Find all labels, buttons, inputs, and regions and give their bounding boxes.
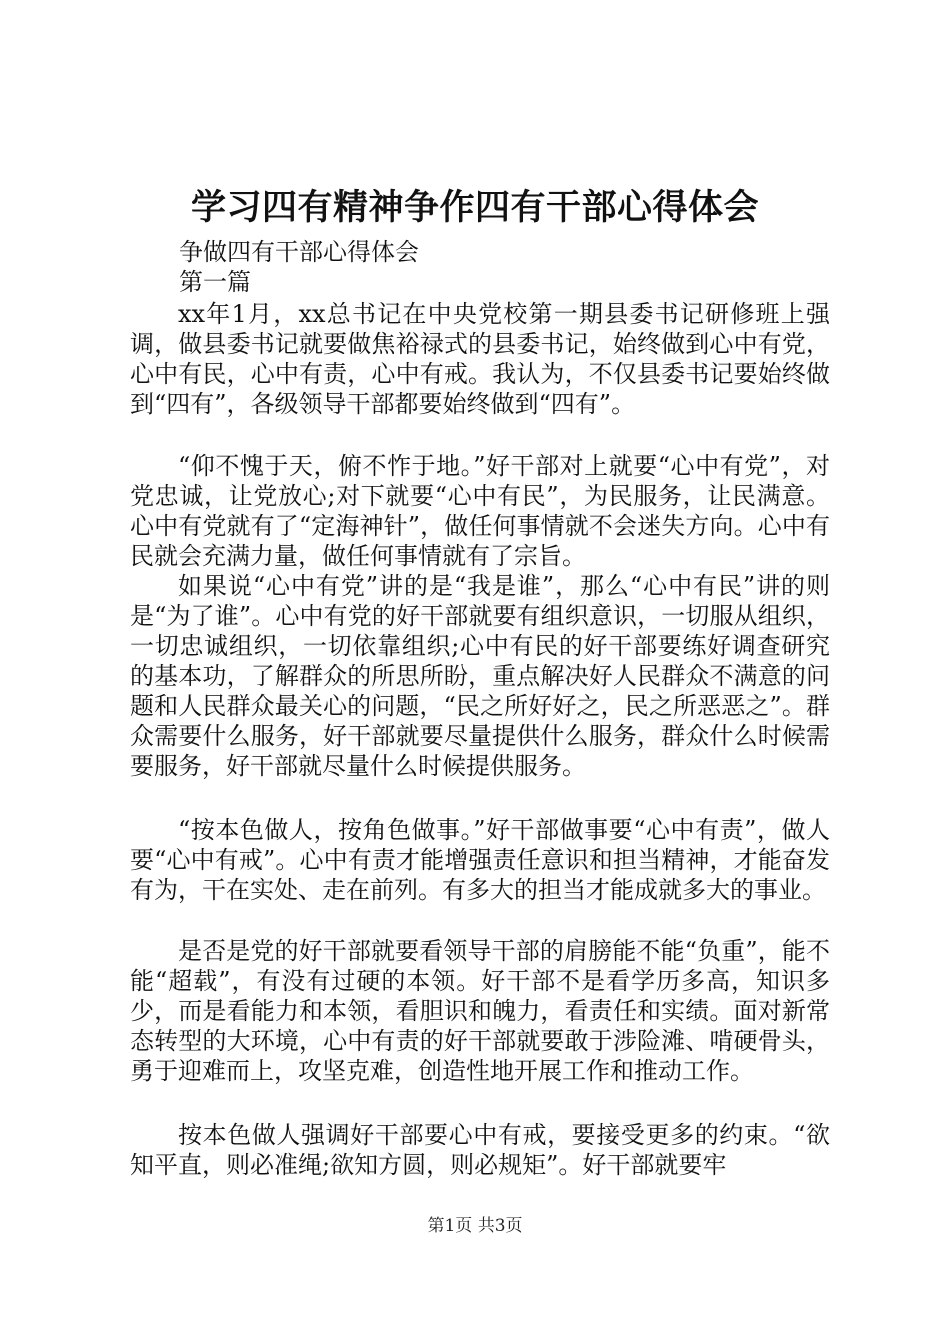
paragraph-3: 如果说“心中有党”讲的是“我是谁”，那么“心中有民”讲的则是“为了谁”。心中有党的好干部就要有组织意识，一切服从组织，一切忠诚组织，一切依靠组织;心中有民的好干部要练好调查研究的基本功，了解群众的所思所盼，重点解决好人民群众不满意的问题和人民群众最关心的问题，“民之所好好之，民之所恶恶之”。群众需要什么服务，好干部就要尽量提供什么服务，群众什么时候需要服务，好干部就尽量什么时候提供服务。: [130, 572, 830, 780]
paragraph-4: “按本色做人，按角色做事。”好干部做事要“心中有责”，做人要“心中有戒”。心中有责才能增强责任意识和担当精神，才能奋发有为，干在实处、走在前列。有多大的担当才能成就多大的事业。: [130, 816, 830, 904]
paragraph-2: “仰不愧于天，俯不怍于地。”好干部对上就要“心中有党”，对党忠诚，让党放心;对下就要“心中有民”，为民服务，让民满意。心中有党就有了“定海神针”，做任何事情就不会迷失方向。心中有民就会充满力量，做任何事情就有了宗旨。: [130, 452, 830, 570]
paragraph-5: 是否是党的好干部就要看领导干部的肩膀能不能“负重”，能不能“超载”，有没有过硬的本领。好干部不是看学历多高，知识多少，而是看能力和本领，看胆识和魄力，看责任和实绩。面对新常态转型的大环境，心中有责的好干部就要敢于涉险滩、啃硬骨头，勇于迎难而上，攻坚克难，创造性地开展工作和推动工作。: [130, 937, 830, 1085]
paragraph-6: 按本色做人强调好干部要心中有戒，要接受更多的约束。“欲知平直，则必准绳;欲知方圆，则必规矩”。好干部就要牢: [130, 1121, 830, 1179]
section-heading: 第一篇: [179, 268, 251, 296]
document-subtitle: 争做四有干部心得体会: [179, 238, 419, 266]
paragraph-1: xx年1月，xx总书记在中央党校第一期县委书记研修班上强调，做县委书记就要做焦裕禄式的县委书记，始终做到心中有党，心中有民，心中有责，心中有戒。我认为，不仅县委书记要始终做到“四有”，各级领导干部都要始终做到“四有”。: [130, 300, 830, 418]
page-footer: 第1页 共3页: [427, 1216, 523, 1236]
document-title: 学习四有精神争作四有干部心得体会: [190, 187, 759, 228]
